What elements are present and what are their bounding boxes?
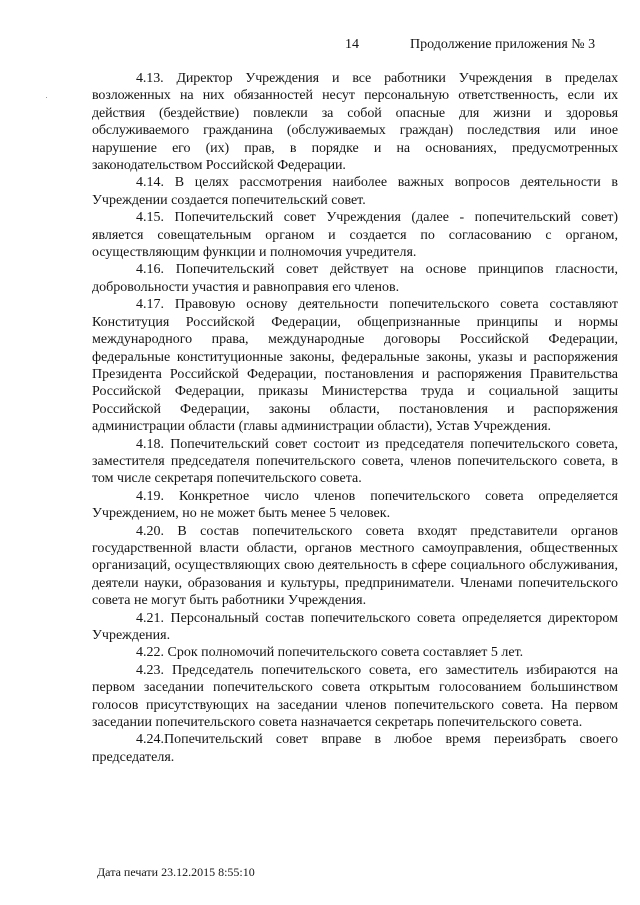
paragraph-4-15: 4.15. Попечительский совет Учреждения (далее - попечительский совет) является совещательным органом и создается по согласованию с органом, осуществляющим функции и полномочия учредителя. xyxy=(92,210,618,261)
document-body xyxy=(92,70,618,766)
page-number: 14 xyxy=(345,37,359,52)
paragraph-4-22: 4.22. Срок полномочий попечительского совета составляет 5 лет. xyxy=(136,645,524,661)
paragraph-4-23: 4.23. Председатель попечительского совета, его заместитель избираются на первом заседании попечительского совета открытым голосованием большинством голосов присутствующих на заседании членов попечительского совета. На первом заседании попечительского совета назначается секретарь попечительского совета. xyxy=(92,662,618,731)
paragraph-4-18: 4.18. Попечительский совет состоит из председателя попечительского совета, заместителя председателя попечительского совета, членов попечительского совета, в том числе секретаря попечительского совета. xyxy=(92,436,618,487)
print-date: Дата печати 23.12.2015 8:55:10 xyxy=(97,865,255,879)
appendix-label: Продолжение приложения № 3 xyxy=(410,37,596,52)
paragraph-4-20: 4.20. В состав попечительского совета входят представители органов государственной власти области, органов местного самоуправления, общественных организаций, осуществляющих свою деятельность в сфере социального обслуживания, деятели науки, образования и культуры, предприниматели. Членами попечительского совета не могут быть работники Учреждения. xyxy=(92,523,618,609)
paragraph-4-24: 4.24.Попечительский совет вправе в любое время переизбрать своего председателя. xyxy=(92,732,618,765)
paragraph-4-13: 4.13. Директор Учреждения и все работники Учреждения в пределах возложенных на них обязанностей несут персональную ответственность, если их действия (бездействие) повлекли за собой опасные для жизни и здоровья обслуживаемого гражданина (обслуживаемых граждан) последствия или иное нарушение его (их) прав, в порядке и на основаниях, предусмотренных законодательством Российской Федерации. xyxy=(92,71,618,174)
margin-mark xyxy=(46,97,47,98)
paragraph-4-14: 4.14. В целях рассмотрения наиболее важных вопросов деятельности в Учреждении создается попечительский совет. xyxy=(92,175,618,208)
paragraph-4-17: 4.17. Правовую основу деятельности попечительского совета составляют Конституция Российской Федерации, общепризнанные принципы и нормы международного права, международные договоры Российской Федерации, федеральные конституционные законы, федеральные законы, указы и распоряжения Президента Российской Федерации, постановления и распоряжения Правительства Российской Федерации, приказы Министерства труда и социальной защиты Российской Федерации, законы области, постановления и распоряжения администрации области (главы администрации области), Устав Учреждения. xyxy=(92,297,618,435)
paragraph-4-21: 4.21. Персональный состав попечительского совета определяется директором Учреждения. xyxy=(92,610,618,643)
paragraph-4-16: 4.16. Попечительский совет действует на основе принципов гласности, добровольности участия и равноправия его членов. xyxy=(92,262,618,295)
paragraph-4-19: 4.19. Конкретное число членов попечительского совета определяется Учреждением, но не может быть менее 5 человек. xyxy=(92,488,618,522)
